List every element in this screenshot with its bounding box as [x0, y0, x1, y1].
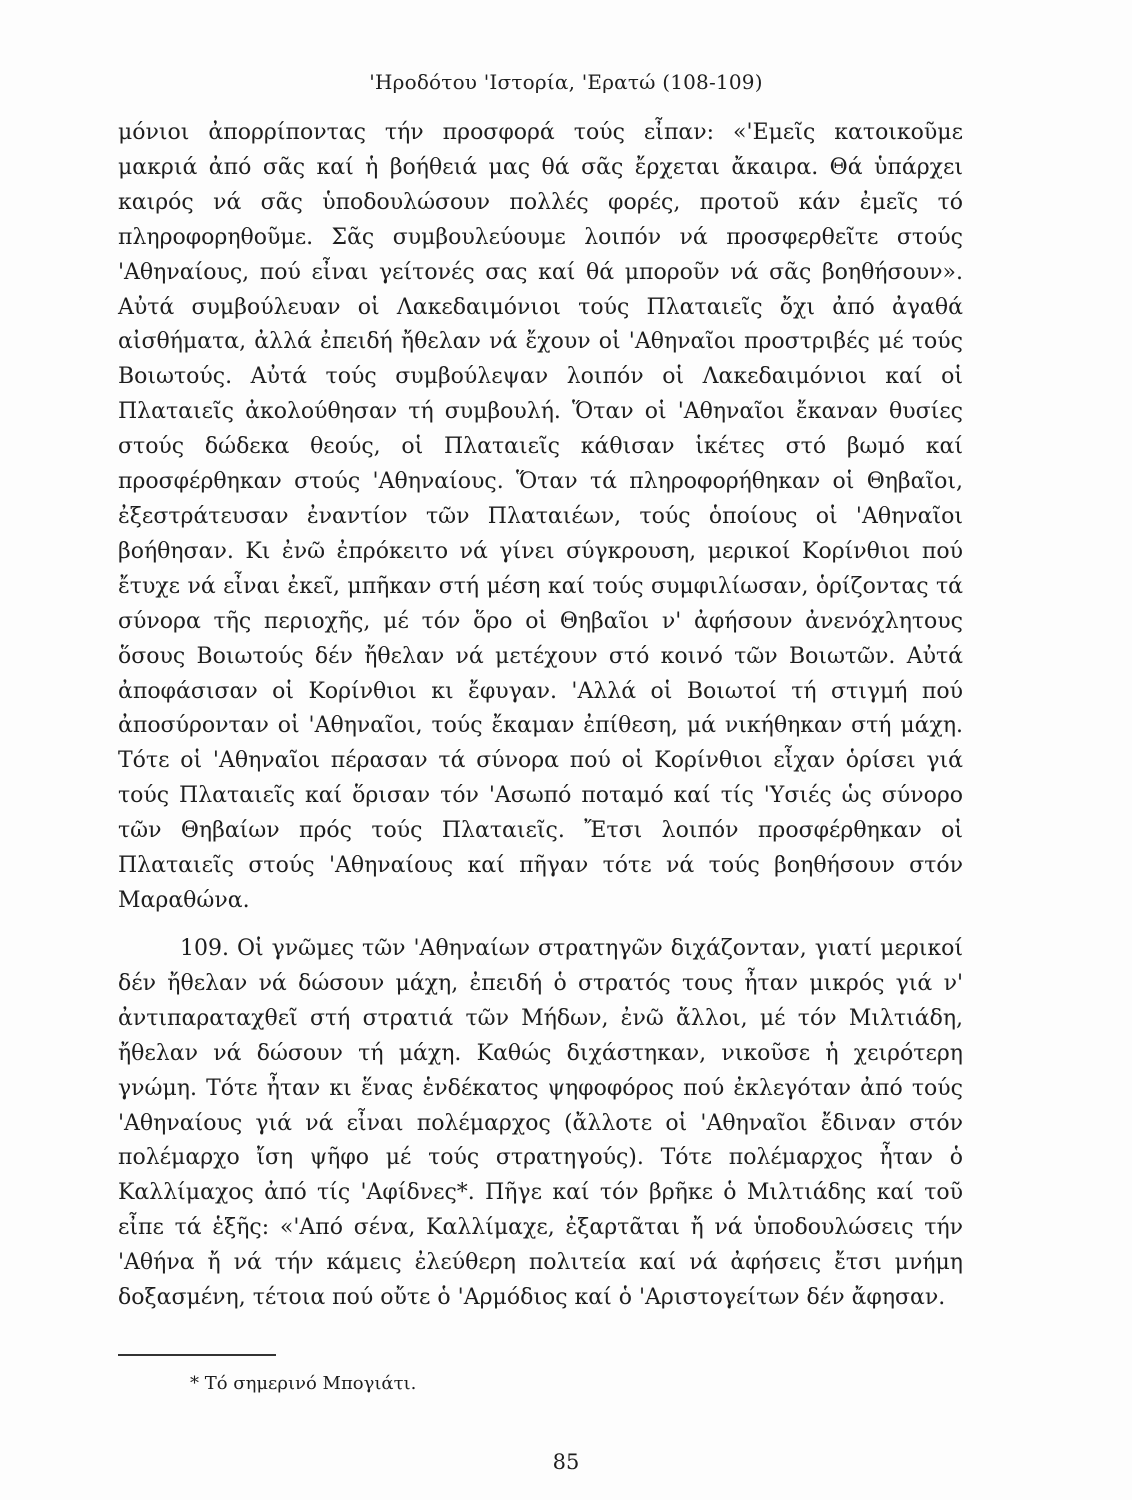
paragraph-108-continued: μόνιοι ἀπορρίποντας τήν προσφορά τούς εἶπαν: «'Εμεῖς κατοικοῦμε μακριά ἀπό σᾶς καί ἡ βοήθειά μας θά σᾶς ἔρχεται ἄκαιρα. Θά ὑπάρχει καιρός νά σᾶς ὑποδουλώσουν πολλές φορές, προτοῦ κάν ἐμεῖς τό πληροφορηθοῦμε. Σᾶς συμβουλεύουμε λοιπόν νά προσφερθεῖτε στούς 'Αθηναίους, πού εἶναι γείτονές σας καί θά μποροῦν νά σᾶς βοηθήσουν». Αὐτά συμβούλευαν οἱ Λακεδαιμόνιοι τούς Πλαταιεῖς ὄχι ἀπό ἀγαθά αἰσθήματα, ἀλλά ἐπειδή ἤθελαν νά ἔχουν οἱ 'Αθηναῖοι προστριβές μέ τούς Βοιωτούς. Αὐτά τούς συμβούλεψαν λοιπόν οἱ Λακεδαιμόνιοι καί οἱ Πλαταιεῖς ἀκολούθησαν τή συμβουλή. Ὅταν οἱ 'Αθηναῖοι ἔκαναν θυσίες στούς δώδεκα θεούς, οἱ Πλαταιεῖς κάθισαν ἱκέτες στό βωμό καί προσφέρθηκαν στούς 'Αθηναίους. Ὅταν τά πληροφορήθηκαν οἱ Θηβαῖοι, ἐξεστράτευσαν ἐναντίον τῶν Πλαταιέων, τούς ὁποίους οἱ 'Αθηναῖοι βοήθησαν. Κι ἐνῶ ἐπρόκειτο νά γίνει σύγκρουση, μερικοί Κορίνθιοι πού ἔτυχε νά εἶναι ἐκεῖ, μπῆκαν στή μέση καί τούς συμφιλίωσαν, ὁρίζοντας τά σύνορα τῆς περιοχῆς, μέ τόν ὅρο οἱ Θηβαῖοι ν' ἀφήσουν ἀνενόχλητους ὅσους Βοιωτούς δέν ἤθελαν νά μετέχουν στό κοινό τῶν Βοιωτῶν. Αὐτά ἀποφάσισαν οἱ Κορίνθιοι κι ἔφυγαν. 'Αλλά οἱ Βοιωτοί τή στιγμή πού ἀποσύρονταν οἱ 'Αθηναῖοι, τούς ἔκαμαν ἐπίθεση, μά νικήθηκαν στή μάχη. Τότε οἱ 'Αθηναῖοι πέρασαν τά σύνορα πού οἱ Κορίνθιοι εἶχαν ὁρίσει γιά τούς Πλαταιεῖς καί ὅρισαν τόν 'Ασωπό ποταμό καί τίς 'Υσιές ὡς σύνορο τῶν Θηβαίων πρός τούς Πλαταιεῖς. Ἔτσι λοιπόν προσφέρθηκαν οἱ Πλαταιεῖς στούς 'Αθηναίους καί πῆγαν τότε νά τούς βοηθήσουν στόν Μαραθώνα.: [118, 120, 963, 913]
running-header: 'Ηροδότου 'Ιστορία, 'Ερατώ (108-109): [369, 70, 763, 94]
footnote-divider: [118, 1354, 276, 1356]
paragraph-number: 109.: [180, 936, 229, 961]
paragraph-109: [118, 932, 963, 1316]
footnote: * Τό σημερινό Μπογιάτι.: [190, 1373, 417, 1394]
paragraph-109-text: Οἱ γνῶμες τῶν 'Αθηναίων στρατηγῶν διχάζονταν, γιατί μερικοί δέν ἤθελαν νά δώσουν μάχη, ἐπειδή ὁ στρατός τους ἦταν μικρός γιά ν' ἀντιπαραταχθεῖ στή στρατιά τῶν Μήδων, ἐνῶ ἄλλοι, μέ τόν Μιλτιάδη, ἤθελαν νά δώσουν τή μάχη. Καθώς διχάστηκαν, νικοῦσε ἡ χειρότερη γνώμη. Τότε ἦταν κι ἕνας ἑνδέκατος ψηφοφόρος πού ἐκλεγόταν ἀπό τούς 'Αθηναίους γιά νά εἶναι πολέμαρχος (ἄλλοτε οἱ 'Αθηναῖοι ἔδιναν στόν πολέμαρχο ἴση ψῆφο μέ τούς στρατηγούς). Τότε πολέμαρχος ἦταν ὁ Καλλίμαχος ἀπό τίς 'Αφίδνες*. Πῆγε καί τόν βρῆκε ὁ Μιλτιάδης καί τοῦ εἶπε τά ἑξῆς: «'Από σένα, Καλλίμαχε, ἐξαρτᾶται ἤ νά ὑποδουλώσεις τήν 'Αθήνα ἤ νά τήν κάμεις ἐλεύθερη πολιτεία καί νά ἀφήσεις ἔτσι μνήμη δοξασμένη, τέτοια πού οὔτε ὁ 'Αρμόδιος καί ὁ 'Αριστογείτων δέν ἄφησαν.: [118, 936, 964, 1311]
page-number: 85: [552, 1450, 580, 1474]
